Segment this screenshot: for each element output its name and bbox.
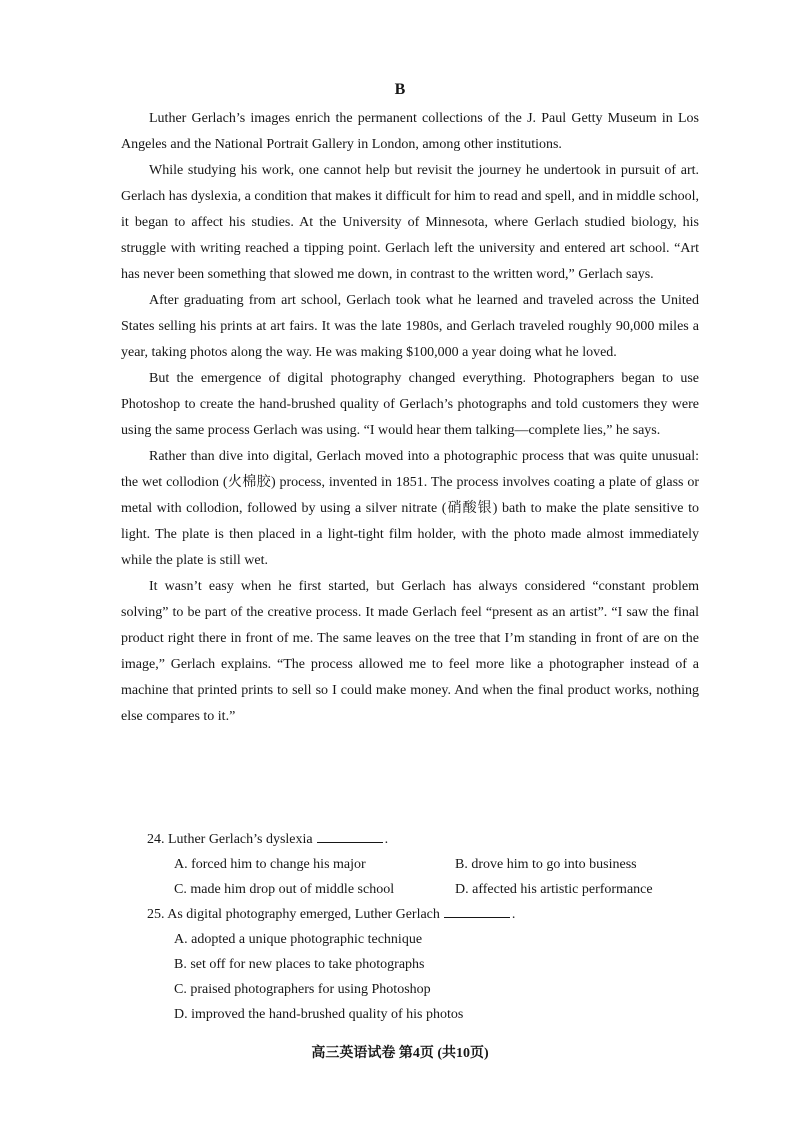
- option-d: D. improved the hand-brushed quality of his photos: [174, 1007, 464, 1022]
- option-b: B. drove him to go into business: [455, 857, 637, 872]
- question-end: .: [511, 907, 516, 922]
- question-text: As digital photography emerged, Luther Gerlach: [167, 907, 440, 922]
- passage-paragraph: Luther Gerlach’s images enrich the permanent collections of the J. Paul Getty Museum in Los Angeles and the National Portrait Gallery in London, among other institutions.: [121, 111, 699, 152]
- question-25: [147, 902, 707, 1027]
- option-c: C. made him drop out of middle school: [174, 882, 395, 897]
- reading-passage: [121, 106, 699, 730]
- options: [147, 927, 707, 1027]
- passage-paragraph: It wasn’t easy when he first started, but Gerlach has always considered “constant problem solving” to be part of the creative process. It made Gerlach feel “present as an artist”. “I saw the final product right there in front of me. The same leaves on the tree that I’m standing in front of are on the image,” Gerlach explains. “The process allowed me to feel more like a photographer instead of a machine that printed prints to sell so I could make money. And when the final product works, nothing else compares to it.”: [121, 579, 699, 724]
- question-list: [147, 827, 707, 1027]
- option-a: A. forced him to change his major: [174, 857, 366, 872]
- question-number: 25.: [147, 907, 165, 922]
- question-stem: [147, 827, 707, 852]
- section-label: B: [394, 81, 406, 98]
- options: [147, 852, 707, 902]
- question-text: Luther Gerlach’s dyslexia: [168, 832, 313, 847]
- answer-blank: [444, 903, 510, 918]
- passage-paragraph: But the emergence of digital photography changed everything. Photographers began to use Photoshop to create the hand-brushed quality of Gerlach’s photographs and told customers they were using the same process Gerlach was using. “I would hear them talking—complete lies,” he says.: [121, 371, 699, 438]
- passage-paragraph: Rather than dive into digital, Gerlach moved into a photographic process that was quite unusual: the wet collodion (火棉胶) process, invented in 1851. The process involves coating a plate of glass or metal with collodion, followed by using a silver nitrate (硝酸银) bath to make the plate sensitive to light. The plate is then placed in a light-tight film holder, with the photo made almost immediately while the plate is still wet.: [121, 449, 699, 568]
- option-b: B. set off for new places to take photographs: [174, 957, 425, 972]
- option-c: C. praised photographers for using Photoshop: [174, 982, 431, 997]
- option-d: D. affected his artistic performance: [455, 882, 653, 897]
- question-end: .: [384, 832, 389, 847]
- question-number: 24.: [147, 832, 165, 847]
- answer-blank: [317, 828, 383, 843]
- passage-paragraph: After graduating from art school, Gerlach took what he learned and traveled across the United States selling his prints at art fairs. It was the late 1980s, and Gerlach traveled roughly 90,000 miles a year, taking photos along the way. He was making $100,000 a year doing what he loved.: [121, 293, 699, 360]
- question-stem: [147, 902, 707, 927]
- option-a: A. adopted a unique photographic technique: [174, 932, 423, 947]
- passage-paragraph: While studying his work, one cannot help but revisit the journey he undertook in pursuit of art. Gerlach has dyslexia, a condition that makes it difficult for him to read and spell, and in middle school, it began to affect his studies. At the University of Minnesota, where Gerlach studied biology, his struggle with writing reached a tipping point. Gerlach left the university and entered art school. “Art has never been something that slowed me down, in contrast to the written word,” Gerlach says.: [121, 163, 699, 282]
- question-24: [147, 827, 707, 902]
- page-footer: 高三英语试卷 第4页 (共10页): [311, 1046, 489, 1061]
